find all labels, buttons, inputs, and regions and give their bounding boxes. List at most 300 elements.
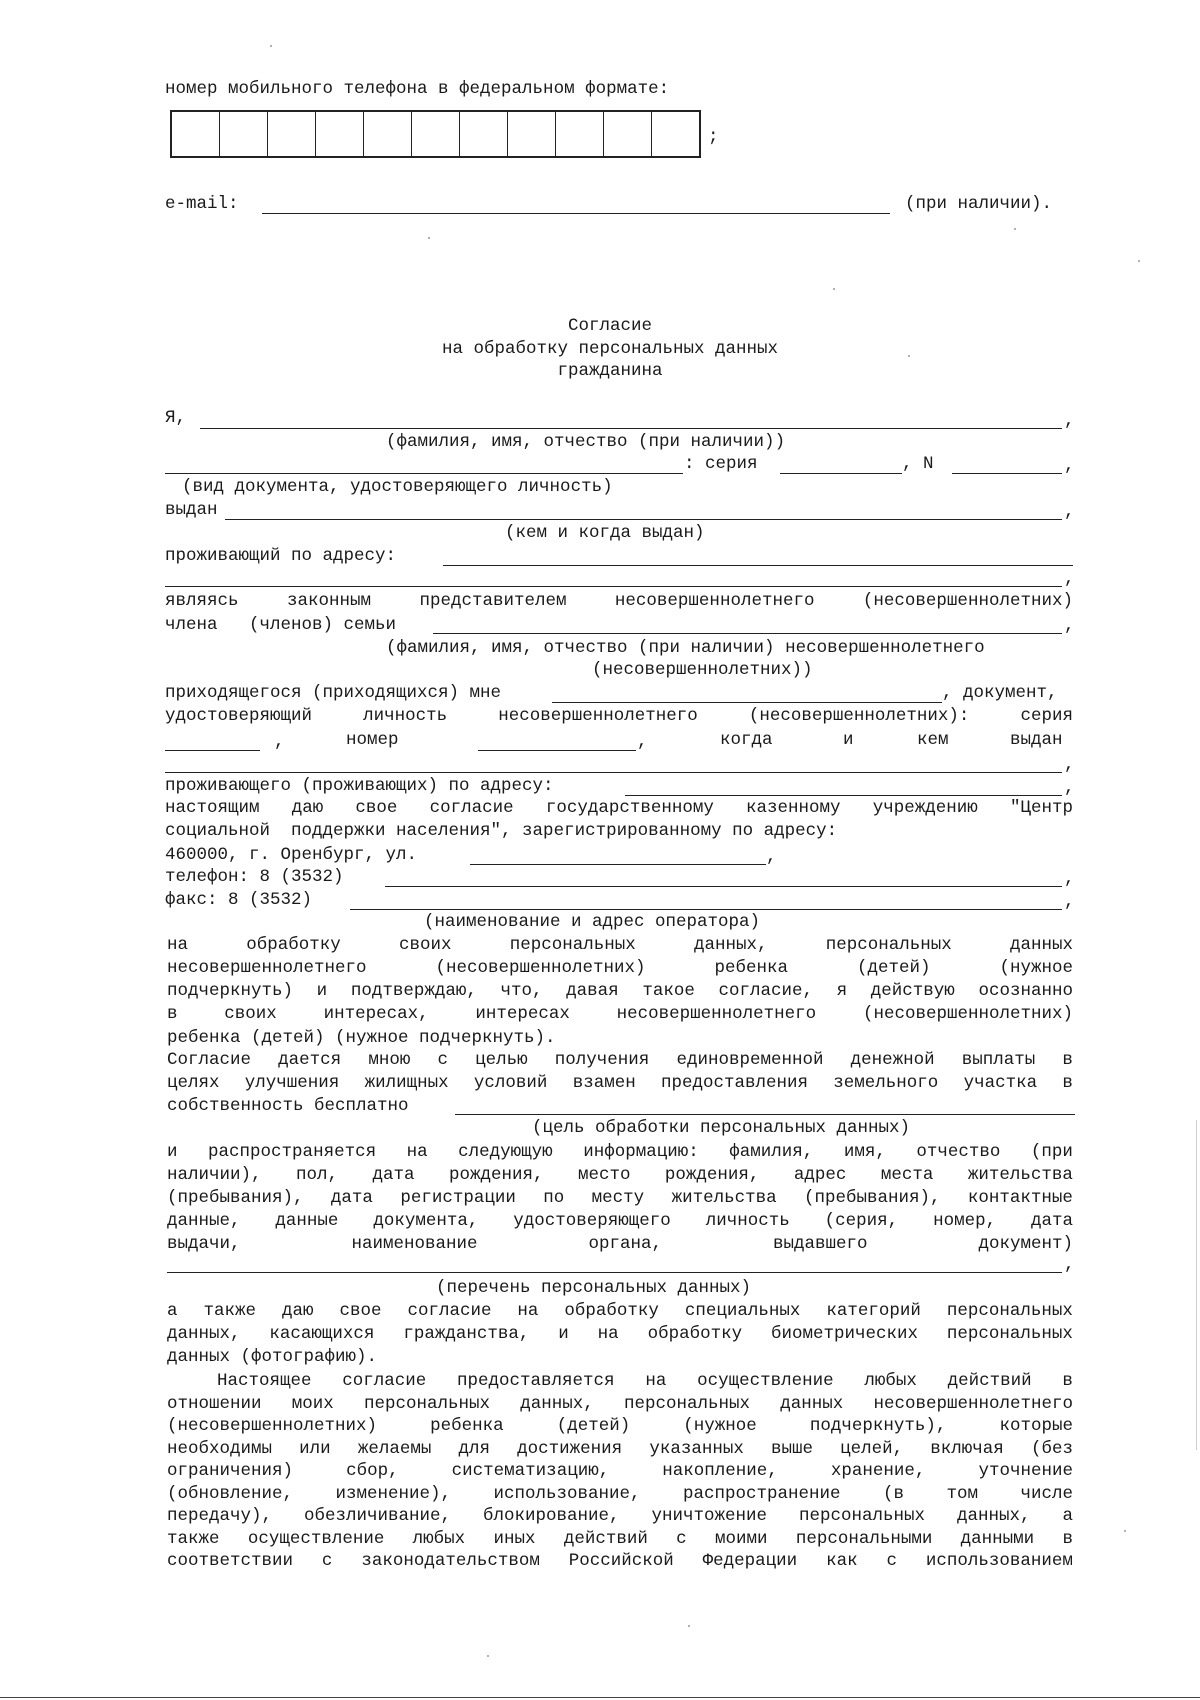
minor-series-line[interactable] [165,750,260,751]
word: данных, [520,1393,594,1414]
minor-number-line[interactable] [478,750,636,751]
word: место [577,1165,631,1185]
word: своих [398,935,452,955]
phone-suffix: ; [708,127,719,147]
word: документ) [978,1234,1073,1254]
id-doc-line [165,705,1073,727]
word: а [1062,1506,1073,1526]
word: являясь [165,591,239,611]
word: я [836,981,848,1001]
word: также [203,1301,256,1321]
word: согласие [429,798,514,818]
word: адрес [793,1165,847,1185]
word: в [1062,1371,1073,1391]
phone-digit-cell[interactable] [364,112,412,156]
word: рождения, [664,1165,760,1185]
doc-subtitle: на обработку персональных данных [441,339,779,359]
comma: , [1064,569,1075,589]
word: места [880,1165,934,1185]
scan-speck [487,1655,489,1657]
word: серия [1020,706,1073,726]
minor-address-label: проживающего (проживающих) по адресу: [165,776,554,796]
word: фамилия, [729,1142,814,1162]
word: учреждению [872,798,978,818]
word: (серия, [824,1211,899,1231]
word: государственному [545,798,714,818]
word: участка [963,1073,1038,1093]
word: и [316,981,328,1001]
word: биометрических [770,1324,918,1344]
purpose-line[interactable] [455,1114,1075,1115]
paragraph-line [167,1300,1073,1322]
phone-digit-cell[interactable] [460,112,508,156]
issued-by-line[interactable] [225,519,1062,520]
word: моими [714,1528,768,1549]
word: контактные [967,1188,1073,1208]
word: персональных [623,1393,750,1414]
word: месту [591,1188,645,1208]
phone-digit-cell[interactable] [652,112,699,156]
and-word: и [843,730,854,750]
word: действий [563,1528,648,1549]
word: персональными [795,1528,933,1549]
scan-speck [1124,1530,1126,1532]
minor-issued-line[interactable] [165,772,1062,773]
word: условий [473,1073,548,1093]
paragraph-line [167,1460,1073,1482]
word: отношении [167,1393,262,1414]
data-list-caption: (перечень персональных данных) [436,1278,752,1298]
word: и [167,1142,178,1162]
word: моих [291,1393,334,1414]
paragraph-line [167,1393,1073,1415]
phone-digit-cell[interactable] [508,112,556,156]
operator-address-label: 460000, г. Оренбург, ул. [165,845,418,865]
word: данных, [167,1324,241,1344]
comma: , [1064,456,1075,476]
when-word: когда [720,730,773,750]
email-optional-note: (при наличии). [905,194,1053,214]
word: жительства [671,1188,777,1208]
word: согласие [342,1371,427,1391]
word: данные, [167,1211,241,1231]
word: персональных [509,935,636,955]
comma: , [1064,892,1075,912]
paragraph-line [167,1141,1073,1163]
paragraph-line [167,1164,1073,1186]
word: персональных [946,1301,1073,1321]
word: и [558,1324,569,1344]
word: ограничения) [167,1461,294,1481]
doc-type-line[interactable] [165,473,683,474]
word: согласие, [718,981,813,1001]
p1-last-line: ребенка (детей) (нужное подчеркнуть). [167,1028,556,1048]
word: а [167,1301,178,1321]
word: данных, [957,1506,1031,1526]
word: также [167,1528,220,1549]
word: настоящим [165,798,260,818]
paragraph-line [167,1233,1073,1255]
number-label: , N [902,454,934,474]
word: свое [355,798,398,818]
word: необходимы [167,1438,273,1459]
comma: , [766,847,777,867]
word: подтверждаю, [350,981,477,1001]
issued-label: выдан [165,500,218,520]
word: распространение [683,1483,841,1504]
paragraph-line [167,1550,1073,1572]
operator-caption: (наименование и адрес оператора) [424,912,761,932]
representative-line [165,590,1073,612]
word: действий [947,1371,1032,1391]
word: в [1062,1050,1073,1070]
word: дата [1030,1211,1073,1231]
word: категорий [826,1301,921,1321]
phone-label: номер мобильного телефона в федеральном формате: [165,79,670,99]
paragraph-line [167,1483,1073,1505]
scan-speck [1138,260,1140,262]
paragraph-line [217,1370,1073,1392]
scan-speck [688,1625,690,1627]
word: в [1062,1528,1073,1549]
scan-speck [428,237,430,239]
word: законодательством [361,1551,540,1571]
word: ребенка [430,1416,504,1436]
word: данные [275,1211,339,1231]
comma: , [274,732,285,752]
word: жилищных [364,1073,449,1093]
consent-line-2: социальной поддержки населения", зарегистрированному по адресу: [165,821,838,841]
word: своих [224,1004,277,1024]
word: с [437,1050,448,1070]
scan-bottom-edge [0,1697,1200,1698]
word: удостоверяющего [513,1211,671,1231]
purpose-caption: (цель обработки персональных данных) [532,1118,911,1138]
word: систематизацию, [451,1461,610,1481]
word: выдавшего [772,1234,868,1254]
operator-fax-label: факс: 8 (3532) [165,890,313,910]
word: Согласие [167,1050,252,1070]
word: получения [554,1050,650,1070]
word: следующую [458,1142,553,1162]
word: (в [883,1483,905,1504]
minor-fio-caption: (фамилия, имя, отчество (при наличии) несовершеннолетнего [386,638,985,658]
word: персональных [799,1506,926,1526]
comma: , [1064,869,1075,889]
word: наименование [351,1234,478,1254]
word: несовершеннолетнего [498,706,698,726]
word: накопление, [662,1461,778,1481]
relative-label: приходящегося (приходящихся) мне [165,683,502,703]
word: давая [566,981,619,1001]
word: с [886,1551,897,1571]
word: улучшения [244,1073,340,1093]
comma: , [1064,755,1075,775]
word: казенному [746,798,841,818]
word: соответствии [167,1551,294,1571]
word: даю [291,798,324,818]
word: предоставляется [457,1371,615,1391]
comma: , [1064,616,1075,636]
word: осуществление [247,1528,385,1549]
paragraph-line [167,934,1073,956]
word: такое [642,981,695,1001]
word: (несовершеннолетних) [862,591,1073,611]
fio-caption: (фамилия, имя, отчество (при наличии)) [386,432,786,452]
word: жительства [967,1165,1073,1185]
word: предоставления [660,1073,809,1093]
comma: , [1064,1255,1075,1275]
word: отчество [916,1142,1001,1162]
word: обработку [647,1324,743,1344]
word: документа, [373,1211,479,1231]
word: несовершеннолетнего [614,591,815,611]
consent-line-1 [165,797,1073,819]
word: указанных [649,1438,744,1459]
phone-digit-cell[interactable] [556,112,604,156]
paragraph-line [167,1210,1073,1232]
word: (без [1030,1438,1073,1459]
address-line-2[interactable] [165,586,1062,587]
operator-phone-line[interactable] [385,886,1062,887]
word: осуществление [697,1371,834,1391]
word: даю [281,1301,314,1321]
phone-digit-cell[interactable] [316,112,364,156]
operator-fax-line[interactable] [350,909,1062,910]
word: удостоверяющий [165,706,313,726]
word: земельного [833,1073,939,1093]
word: в [1062,1073,1073,1093]
email-label: e-mail: [165,194,239,214]
word: персональных [946,1324,1073,1344]
word: передачу), [167,1506,273,1526]
word: хранение, [830,1461,926,1481]
word: номер, [933,1211,997,1231]
word: дата [330,1188,373,1208]
word: данных [1009,935,1073,955]
p2-last-line: собственность бесплатно [167,1096,409,1116]
doc-subtitle-2: гражданина [557,361,663,381]
doc-series-line[interactable] [780,473,902,474]
word: интересах, [323,1004,429,1024]
word: данных [780,1393,844,1414]
word: личность [705,1211,790,1231]
word: (пребывания), [803,1188,941,1208]
applicant-fio-line[interactable] [200,428,1062,429]
word: выше [770,1438,813,1459]
word: сбор, [346,1461,399,1481]
word: законным [286,591,371,611]
word: распространяется [208,1142,377,1162]
word: Настоящее [217,1371,312,1391]
word: изменение), [335,1483,452,1504]
word: (несовершеннолетних) [167,1416,378,1436]
phone-digit-boxes[interactable] [170,110,701,158]
number-word: номер [346,730,399,750]
word: Российской [568,1551,674,1571]
word: имя, [843,1142,886,1162]
word: (нужное [683,1416,757,1436]
phone-digit-cell[interactable] [220,112,268,156]
minor-fio-caption-2: (несовершеннолетних)) [592,660,813,680]
word: любых [412,1528,466,1549]
word: что, [500,981,543,1001]
word: целях [167,1073,220,1093]
paragraph-line [167,1323,1073,1345]
word: (несовершеннолетних) [435,958,646,978]
word: (детей) [556,1416,631,1436]
word: несовершеннолетнего [167,958,367,978]
paragraph-line [167,1072,1073,1094]
word: (нужное [999,958,1073,978]
word: включая [930,1438,1004,1459]
relation-line[interactable] [552,702,942,703]
word: целью [475,1050,528,1070]
word: выдачи, [167,1234,241,1254]
word: информацию: [583,1142,699,1162]
word: интересах [475,1004,570,1024]
paragraph-line [167,957,1073,979]
word: уничтожение [651,1506,768,1526]
street-line[interactable] [470,864,766,865]
word: регистрации [400,1188,516,1208]
scan-speck [833,288,835,290]
word: обработку [246,935,341,955]
word: подчеркнуть), [809,1416,947,1436]
word: осознанно [978,981,1073,1001]
comma: , [1064,778,1075,798]
seria-label: : серия [684,454,758,474]
word: на [167,935,189,955]
issued-caption: (кем и когда выдан) [505,523,705,543]
word: (при [1030,1142,1073,1162]
paragraph-line [167,1003,1073,1025]
word: иных [493,1528,536,1549]
paragraph-line [167,1505,1073,1527]
phone-digit-cell[interactable] [604,112,652,156]
paragraph-line [167,1049,1073,1071]
word: действую [870,981,955,1001]
word: мною [368,1050,411,1070]
word: взамен [572,1073,636,1093]
word: по [543,1188,565,1208]
phone-digit-cell[interactable] [268,112,316,156]
word: данными [960,1528,1035,1549]
word: личность [363,706,448,726]
paragraph-line [167,1528,1073,1550]
paragraph-line [167,1187,1073,1209]
word: любых [864,1371,917,1391]
word: (пребывания), [167,1188,304,1208]
word: органа, [588,1234,662,1254]
doc-title: Согласие [567,316,652,336]
word: (детей) [856,958,931,978]
word: представителем [419,591,567,611]
word: (обновление, [167,1483,294,1504]
word: выплаты [961,1050,1036,1070]
word: подчеркнуть) [167,981,294,1001]
word: данных, [693,935,768,955]
paragraph-line [167,1415,1073,1437]
word: обработку [564,1301,659,1321]
word: как [826,1551,858,1571]
minor-address-line[interactable] [625,795,1062,796]
word: на [645,1371,667,1391]
word: персональных [825,935,952,955]
word: ребенка [714,958,789,978]
word: в [167,1004,178,1024]
word: дается [278,1050,342,1070]
word: гражданства, [403,1324,530,1344]
word: рождения, [448,1165,544,1185]
word: Федерации [702,1551,798,1571]
word: блокирование, [483,1506,620,1526]
scan-speck [270,45,272,47]
word: (несовершеннолетних) [862,1004,1073,1024]
word: с [321,1551,333,1571]
word: достижения [517,1438,623,1459]
word: "Центр [1009,798,1073,818]
word: персональных [363,1393,490,1414]
data-list-line[interactable] [167,1272,1062,1273]
word: единовременной [676,1050,824,1070]
family-member-line[interactable] [433,633,1062,634]
word: согласие [407,1301,492,1321]
family-label: члена (членов) семьи [165,615,397,635]
scan-edge-shadow [1196,1120,1197,1450]
ya-label: Я, [165,408,187,428]
comma: , [1064,411,1075,431]
word: уточнение [978,1461,1073,1481]
word: специальных [684,1301,801,1321]
word: которые [999,1416,1073,1436]
operator-phone-label: телефон: 8 (3532) [165,867,344,887]
word: числе [1020,1483,1073,1504]
word: на [517,1301,539,1321]
word: (несовершеннолетних): [748,706,970,726]
word: свое [339,1301,382,1321]
word: использованием [925,1551,1073,1571]
word: несовершеннолетнего [873,1393,1073,1414]
scan-speck [1014,228,1016,230]
word: желаемы [357,1438,432,1459]
paragraph-line [167,980,1073,1002]
word: использование, [493,1483,641,1504]
email-field-line[interactable] [262,213,890,214]
scan-speck [908,355,910,357]
doc-number-line[interactable] [952,473,1062,474]
word: несовершеннолетнего [616,1004,817,1024]
word: целей, [840,1438,904,1459]
document-label: , документ, [942,683,1058,703]
phone-digit-cell[interactable] [172,112,220,156]
word: дата [372,1165,415,1185]
comma: , [637,732,648,752]
word: на [597,1324,619,1344]
comma: , [1064,502,1075,522]
phone-digit-cell[interactable] [412,112,460,156]
p4-last-line: данных (фотографию). [167,1347,378,1367]
word: на [406,1142,428,1162]
word: или [299,1438,331,1459]
issued-word: выдан [1010,730,1063,750]
address-line-1[interactable] [443,565,1073,566]
paragraph-line [167,1438,1073,1460]
word: пол, [295,1165,338,1185]
word: денежной [850,1050,935,1070]
word: том [946,1483,978,1504]
doc-type-caption: (вид документа, удостоверяющего личность) [182,477,613,497]
